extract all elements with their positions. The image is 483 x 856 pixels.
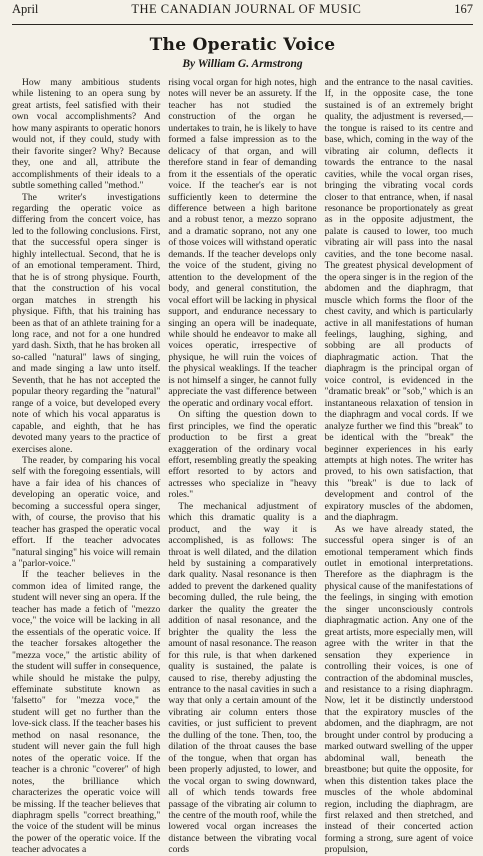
article-byline: By William G. Armstrong	[182, 58, 303, 70]
article-title: The Operatic Voice	[149, 35, 336, 55]
article-body	[12, 77, 473, 856]
paragraph: On sifting the question down to first principles, we find the operatic production to be first a great exaggeration of the ordinary vocal effort, resembling greatly the speaking effort resorted to by actors and actresses who specialize in "heavy roles."	[168, 409, 317, 501]
paragraph: How many ambitious students while listening to an opera sung by great artists, feel satisfied with their own vocal accomplishments? And how many aspirants to operatic honors would not, if they could, study with their favorite singer? Why? Because they, one and all, attribute the accomplishments of their ideals to a subtle something called "method."	[12, 77, 161, 192]
header-page-number: 167	[454, 2, 473, 16]
running-header	[12, 0, 473, 24]
paragraph: The writer's investigations regarding the operatic voice as differing from the concert voice, has led to the following conclusions. First, that the successful opera singer is highly intellectual. Second, that he is of an emotional temperament. Third, that he is of strong physique. Fourth, that the construction of his vocal organ matches in strength his physique. Fifth, that his training has been as that of an athlete training for a long race, and not for a one hundred yard dash. Sixth, that he has broken all so-called "natural" laws of singing, and made singing a law unto itself. Seventh, that he has not accepted the popular theory regarding the "natural" range of a voice, but developed every note of which his vocal apparatus is capable, and eighth, that he has devoted many years to the practice of exercises alone.	[12, 191, 161, 455]
header-journal-title: THE CANADIAN JOURNAL OF MUSIC	[131, 2, 362, 16]
header-rule	[12, 24, 473, 25]
paragraph: If the teacher believes in the common idea of limited range, the student will never sing an opera. If the teacher has made a fetich of "mezzo voce," the voice will be lacking in all the essentials of the operatic voice. If the teacher forsakes altogether the "mezza voce," the artistic ability of the student will suffer in consequence, while should he mistake the pulpy, effeminate substitute known as 'falsetto" for "mezza voce," the student will get no further than the love-sick class. If the teacher bases his method on nasal resonance, the student will never gain the full high notes of the operatic voice. If the teacher is a chronic "coverer" of high notes, the brilliance which characterizes the operatic voice will be missing. If the teacher believes that diaphragm spells "correct breathing," the voice of the student will be minus the power of the operatic voice. If the teacher advocates a	[12, 569, 161, 856]
paragraph: The reader, by comparing his vocal self with the foregoing essentials, will have a fair idea of his chances of developing an operatic voice, and becoming a successful opera singer, with, of course, the proviso that his teacher has grasped the operatic vocal effort. If the teacher advocates "natural singing" his voice will remain a "parlor-voice."	[12, 454, 161, 570]
header-month: April	[12, 2, 39, 16]
column-1	[12, 77, 160, 856]
column-2	[168, 77, 316, 856]
paragraph: As we have already stated, the successful opera singer is of an emotional temperament which finds outlet in emotional interpretations. Therefore as the diaphragm is the physical cause of the manifestations of the feelings, in singing with emotion the singer unconsciously controls diaphragmatic action. Any one of the great artists, more especially men, will agree with the writer in that the sensation they experience in controlling their voices, is one of contraction of the abdominal muscles, and resistance to a rising diaphragm. Now, let it be distinctly understood that the expiratory muscles of the abdomen, and the diaphragm, are not brought under control by producing a marked outward swelling of the upper abdominal wall, beneath the breastbone; but quite the opposite, for when this distention takes place the muscles of the whole abdominal region, including the diaphragm, are first relaxed and then stretched, and instead of their concerted action forming a strong, sure agent of voice propulsion,	[324, 523, 473, 856]
column-3	[325, 77, 473, 856]
paragraph: The mechanical adjustment of which this dramatic quality is a product, and the way it is accomplished, is as follows: The throat is well dilated, and the dilation held by sustaining a comparatively dark quality. Nasal resonance is then added to prevent the darkened quality becoming dulled, the rule being, the darker the quality the greater the addition of nasal resonance, and the brighter the quality the less the amount of nasal resonance. The reason for this rule, is that when darkened quality is sustained, the palate is caused to rise, thereby adjusting the entrance to the nasal cavities in such a way that only a certain amount of the vibrating air column enters those cavities, or just sufficient to prevent the dulling of the tone. Then, too, the dilation of the throat causes the base of the tongue, when that organ has been properly adjusted, to lower, and the vocal organ to swing downward, all of which tends towards free passage of the vibrating air column to the centre of the mouth roof, while the lowered vocal organ increases the distance between the vibrating vocal cords	[168, 500, 317, 856]
paragraph: and the entrance to the nasal cavities. If, in the opposite case, the tone sustained is of an extremely bright quality, the adjustment is reversed,—the tongue is raised to its centre and base, which, coming in the way of the vibrating air column, deflects it towards the entrance to the nasal cavities, while the vocal organ rises, bringing the vibrating vocal cords closer to that entrance, when, if nasal resonance be proportionately as great as in the opposite adjustment, the palate is caused to lower, too much vibrating air will pass into the nasal cavities, and the tone become nasal. The greatest physical development of the opera singer is in the region of the abdomen and the diaphragm, that muscle which forms the floor of the chest cavity, and which is particularly active in all manifestations of human feelings, laughing, sighing, and sobbing are all products of diaphragmatic action. That the diaphragm is the principal organ of voice control, is evidenced in the "dramatic break" or "sob," which is an instantaneous relaxation of tension in the diaphragm and vocal cords. If we analyze further we find this "break" to be identical with the "break" the beginner experiences in his early attempts at high notes. The writer has proved, to his own satisfaction, that this "break" is due to lack of development and control of the expiratory muscles of the abdomen, and the diaphragm.	[324, 77, 473, 524]
paragraph: rising vocal organ for high notes, high notes will never be an assurety. If the teacher has not studied the construction of the organ he undertakes to train, he is likely to have formed a false impression as to the delicacy of that organ, and will therefore stand in fear of demanding from it the essentials of the operatic voice. If the teacher's ear is not sufficiently keen to determine the difference between a high baritone and a robust tenor, a mezzo soprano and a dramatic soprano, not any one of those voices will withstand operatic demands. If the teacher develops only the voice of the student, giving no attention to the development of the body, and general constitution, the vocal effort will be lacking in physical support, and endurance necessary to singing an opera will be inadequate, while should he endeavor to make all voices operatic, irrespective of physique, he will ruin the voices of the physical weaklings. If the teacher is not himself a singer, he cannot fully appreciate the vast difference between the operatic and ordinary vocal effort.	[168, 77, 317, 409]
